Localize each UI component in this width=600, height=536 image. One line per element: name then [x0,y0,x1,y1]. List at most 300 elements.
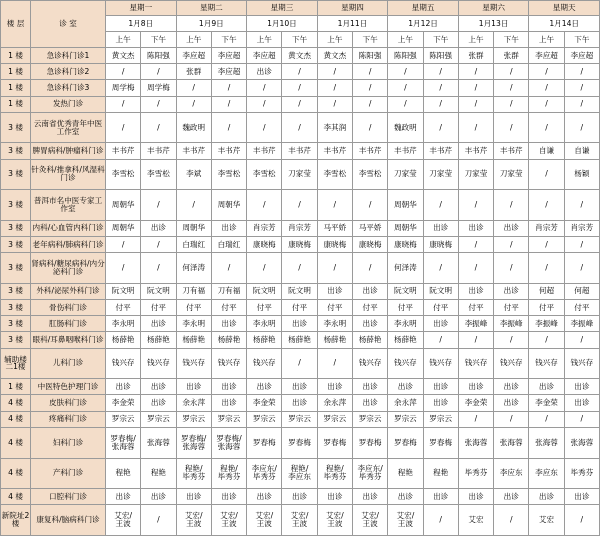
schedule-row [1,411,600,427]
doctor-cell: 刀家莹 [458,159,493,190]
doctor-cell: 康晓梅 [423,237,458,253]
doctor-cell: 毕秀芬 [458,458,493,489]
schedule-body [1,1,600,536]
doctor-cell: / [352,112,387,143]
doctor-cell: 程艳 [106,458,141,489]
doctor-cell: 钱兴存 [352,348,387,379]
doctor-cell: 出诊 [247,379,282,395]
doctor-cell: 程艳 [388,458,423,489]
date-fri: 1月12日 [388,16,459,32]
floor-cell: 1 楼 [1,379,31,395]
doctor-cell: 周朝华 [388,190,423,221]
doctor-cell: 李雪松 [317,159,352,190]
doctor-cell: 杨薛艳 [388,332,423,348]
clinic-name-cell: 骨伤科门诊 [31,300,106,316]
date-sat: 1月13日 [458,16,529,32]
doctor-cell: 李永明 [247,316,282,332]
doctor-cell: 张海蓉 [494,427,529,458]
schedule-row [1,348,600,379]
doctor-cell: 罗春梅 [317,427,352,458]
doctor-cell: 艾宏 [529,505,564,536]
doctor-cell: 黄文杰 [282,48,317,64]
pm-label: 下午 [352,32,387,48]
doctor-cell: 李永明 [176,316,211,332]
doctor-cell: 自谦 [529,143,564,159]
doctor-cell: / [458,237,493,253]
doctor-cell: 何超 [564,283,599,299]
doctor-cell: 出诊 [458,489,493,505]
floor-cell: 3 楼 [1,283,31,299]
floor-cell: 3 楼 [1,143,31,159]
doctor-cell: / [141,190,176,221]
doctor-cell: / [458,96,493,112]
doctor-cell: 出诊 [352,489,387,505]
doctor-cell: 付平 [247,300,282,316]
doctor-cell: 出诊 [141,489,176,505]
doctor-cell: 出诊 [282,316,317,332]
doctor-cell: 艾宏/ 王波 [282,505,317,536]
doctor-cell: / [529,332,564,348]
doctor-cell: 张群 [494,48,529,64]
doctor-cell: 罗春梅/ 张海蓉 [211,427,246,458]
doctor-cell: / [529,190,564,221]
doctor-cell: / [352,253,387,284]
doctor-cell: / [494,253,529,284]
doctor-cell: 出诊 [494,283,529,299]
schedule-row [1,80,600,96]
clinic-name-cell: 口腔科门诊 [31,489,106,505]
doctor-cell: 肖宗芳 [564,220,599,236]
doctor-cell: 出诊 [529,489,564,505]
doctor-cell: / [564,505,599,536]
doctor-cell: / [388,96,423,112]
doctor-cell: 李雪松 [141,159,176,190]
pm-label: 下午 [494,32,529,48]
doctor-cell: / [106,96,141,112]
doctor-cell: 出诊 [211,379,246,395]
doctor-cell: 罗宗云 [388,411,423,427]
floor-cell: 辅助楼二1楼 [1,348,31,379]
doctor-cell: / [494,332,529,348]
floor-cell: 4 楼 [1,395,31,411]
doctor-cell: 出诊 [458,283,493,299]
schedule-row [1,253,600,284]
doctor-cell: / [317,190,352,221]
floor-cell: 新院址2楼 [1,505,31,536]
doctor-cell: / [211,112,246,143]
doctor-cell: 丰书芹 [211,143,246,159]
clinic-name-cell: 急诊科门诊2 [31,64,106,80]
doctor-cell: / [423,253,458,284]
doctor-cell: / [106,253,141,284]
doctor-cell: 李应东/ 毕秀芬 [352,458,387,489]
doctor-cell: 李振峰 [529,316,564,332]
doctor-cell: 周朝华 [211,190,246,221]
doctor-cell: 陈阳强 [423,48,458,64]
doctor-cell: / [564,64,599,80]
clinic-name-cell: 妇科门诊 [31,427,106,458]
doctor-cell: / [423,64,458,80]
weekday-fri: 星期五 [388,1,459,16]
doctor-cell: 付平 [176,300,211,316]
doctor-cell: 周朝华 [388,220,423,236]
doctor-cell: 钱兴存 [247,348,282,379]
doctor-cell: 白瑞红 [211,237,246,253]
doctor-cell: 李金荣 [458,395,493,411]
doctor-cell: / [564,411,599,427]
doctor-cell: 付平 [388,300,423,316]
doctor-cell: 李斌 [176,159,211,190]
date-mon: 1月8日 [106,16,177,32]
doctor-cell: 出诊 [458,379,493,395]
am-label: 上午 [388,32,423,48]
doctor-cell: 钱兴存 [458,348,493,379]
floor-cell: 3 楼 [1,332,31,348]
doctor-cell: 罗宗云 [176,411,211,427]
doctor-cell: 余永萍 [388,395,423,411]
doctor-cell: 杨薛艳 [106,332,141,348]
doctor-cell: 余永萍 [176,395,211,411]
doctor-cell: 余永萍 [317,395,352,411]
doctor-cell: 张海蓉 [564,427,599,458]
doctor-cell: 付平 [106,300,141,316]
doctor-cell: 肖宗芳 [529,220,564,236]
doctor-cell: 付平 [423,300,458,316]
doctor-cell: 杨薛艳 [141,332,176,348]
doctor-cell: 钱兴存 [388,348,423,379]
doctor-cell: 罗宗云 [141,411,176,427]
clinic-name-cell: 急诊科门诊1 [31,48,106,64]
doctor-cell: 付平 [564,300,599,316]
schedule-row [1,48,600,64]
doctor-cell: 出诊 [247,489,282,505]
doctor-cell: 程艳/ 毕秀芬 [317,458,352,489]
doctor-cell: 杨薛艳 [211,332,246,348]
clinic-name-cell: 急诊科门诊3 [31,80,106,96]
doctor-cell: 李振峰 [494,316,529,332]
doctor-cell: 罗宗云 [282,411,317,427]
doctor-cell: 阮文明 [247,283,282,299]
doctor-cell: 付平 [529,300,564,316]
clinic-name-cell: 中医特色护理门诊 [31,379,106,395]
clinic-name-cell: 云南省优秀青年中医工作室 [31,112,106,143]
doctor-cell: / [282,96,317,112]
schedule-row [1,190,600,221]
clinic-name-cell: 针灸科/推拿科/风湿科门诊 [31,159,106,190]
doctor-cell: 出诊 [282,379,317,395]
doctor-cell: 康晓梅 [388,237,423,253]
doctor-cell: 李雪松 [352,159,387,190]
doctor-cell: 杨薛艳 [352,332,387,348]
doctor-cell: 杨薛艳 [247,332,282,348]
doctor-cell: / [423,332,458,348]
doctor-cell: 程艳/ 李应东 [282,458,317,489]
doctor-cell: 艾宏/ 王波 [317,505,352,536]
doctor-cell: 罗宗云 [352,411,387,427]
doctor-cell: / [423,112,458,143]
floor-cell: 4 楼 [1,427,31,458]
doctor-cell: 刀家莹 [494,159,529,190]
schedule-row [1,395,600,411]
doctor-cell: / [141,505,176,536]
pm-label: 下午 [141,32,176,48]
doctor-cell: 钱兴存 [211,348,246,379]
doctor-cell: 付平 [211,300,246,316]
doctor-cell: 出诊 [317,379,352,395]
doctor-cell: 毕秀芬 [564,458,599,489]
floor-cell: 3 楼 [1,159,31,190]
doctor-cell: 李应超 [529,48,564,64]
date-sun: 1月14日 [529,16,600,32]
schedule-row [1,143,600,159]
doctor-cell: 出诊 [564,395,599,411]
doctor-cell: / [529,80,564,96]
doctor-cell: 钱兴存 [423,348,458,379]
doctor-cell: 罗春梅 [423,427,458,458]
doctor-cell: / [423,80,458,96]
doctor-cell: 艾宏/ 王波 [176,505,211,536]
doctor-cell: / [352,64,387,80]
doctor-cell: 魏政明 [176,112,211,143]
doctor-cell: / [317,96,352,112]
weekday-sat: 星期六 [458,1,529,16]
doctor-cell: 钱兴存 [494,348,529,379]
doctor-cell: / [458,411,493,427]
doctor-cell: / [388,64,423,80]
doctor-cell: 罗春梅/ 张海蓉 [176,427,211,458]
doctor-cell: 张海蓉 [458,427,493,458]
doctor-cell: / [211,80,246,96]
doctor-cell: 丰书芹 [458,143,493,159]
doctor-cell: 程艳/ 毕秀芬 [211,458,246,489]
doctor-cell: / [352,80,387,96]
doctor-cell: 艾宏/ 王波 [211,505,246,536]
floor-cell: 1 楼 [1,96,31,112]
doctor-cell: 艾宏/ 王波 [352,505,387,536]
doctor-cell: / [106,64,141,80]
floor-cell: 3 楼 [1,253,31,284]
doctor-cell: 付平 [494,300,529,316]
doctor-cell: 杨颖 [564,159,599,190]
weekday-row [1,1,600,16]
doctor-cell: 周朝华 [106,220,141,236]
pm-label: 下午 [282,32,317,48]
doctor-cell: 出诊 [494,379,529,395]
doctor-cell: / [247,96,282,112]
doctor-cell: 丰书芹 [423,143,458,159]
doctor-cell: 付平 [282,300,317,316]
doctor-cell: 出诊 [352,283,387,299]
doctor-cell: 钱兴存 [529,348,564,379]
doctor-cell: / [564,96,599,112]
doctor-cell: 出诊 [352,316,387,332]
doctor-cell: 陈阳强 [141,48,176,64]
doctor-cell: 罗春梅 [282,427,317,458]
doctor-cell: 杨薛艳 [282,332,317,348]
floor-cell: 4 楼 [1,458,31,489]
doctor-cell: 李振峰 [564,316,599,332]
doctor-cell: 出诊 [423,220,458,236]
doctor-cell: 出诊 [106,379,141,395]
floor-cell: 3 楼 [1,237,31,253]
doctor-cell: 康晓梅 [317,237,352,253]
doctor-cell: 张群 [458,48,493,64]
doctor-cell: 程艳 [141,458,176,489]
doctor-cell: / [141,253,176,284]
doctor-cell: 李永明 [317,316,352,332]
doctor-cell: 程艳 [423,458,458,489]
doctor-cell: / [282,64,317,80]
doctor-cell: / [494,411,529,427]
doctor-cell: 付平 [141,300,176,316]
doctor-cell: 刀家莹 [388,159,423,190]
schedule-row [1,64,600,80]
doctor-cell: / [423,505,458,536]
doctor-cell: 艾宏 [458,505,493,536]
doctor-cell: 艾宏/ 王波 [388,505,423,536]
doctor-cell: 罗宗云 [247,411,282,427]
doctor-cell: 肖宗芳 [282,220,317,236]
doctor-cell: 李金荣 [529,395,564,411]
doctor-cell: 付平 [458,300,493,316]
doctor-cell: 丰书芹 [176,143,211,159]
doctor-cell: / [317,80,352,96]
doctor-cell: 出诊 [388,489,423,505]
doctor-cell: 李振峰 [458,316,493,332]
doctor-cell: 钱兴存 [176,348,211,379]
doctor-cell: 周学梅 [106,80,141,96]
clinic-name-cell: 疼痛科门诊 [31,411,106,427]
doctor-cell: / [141,64,176,80]
doctor-cell: 丰书芹 [317,143,352,159]
doctor-cell: / [494,112,529,143]
doctor-cell: 罗宗云 [423,411,458,427]
doctor-cell: 出诊 [317,489,352,505]
doctor-cell: 李应超 [176,48,211,64]
doctor-cell: 陈阳强 [352,48,387,64]
doctor-cell: 出诊 [494,220,529,236]
am-label: 上午 [458,32,493,48]
doctor-cell: 罗春梅 [352,427,387,458]
doctor-cell: / [494,80,529,96]
doctor-cell: / [458,253,493,284]
doctor-cell: / [494,505,529,536]
doctor-cell: / [564,112,599,143]
doctor-cell: 周朝华 [106,190,141,221]
doctor-cell: 刀家莹 [282,159,317,190]
doctor-cell: / [564,190,599,221]
weekday-mon: 星期一 [106,1,177,16]
doctor-cell: 罗宗云 [106,411,141,427]
doctor-cell: / [211,253,246,284]
doctor-cell: 出诊 [282,395,317,411]
am-label: 上午 [317,32,352,48]
schedule-row [1,316,600,332]
doctor-cell: 艾宏/ 王波 [247,505,282,536]
date-wed: 1月10日 [247,16,318,32]
doctor-cell: 肖宗芳 [247,220,282,236]
pm-label: 下午 [564,32,599,48]
doctor-cell: 出诊 [458,220,493,236]
doctor-cell: 出诊 [211,316,246,332]
doctor-cell: 出诊 [141,220,176,236]
doctor-cell: 马平娇 [317,220,352,236]
schedule-row [1,427,600,458]
doctor-cell: 出诊 [388,379,423,395]
doctor-cell: 李应超 [564,48,599,64]
schedule-row [1,112,600,143]
doctor-cell: 出诊 [176,489,211,505]
doctor-cell: / [282,348,317,379]
doctor-cell: 阮文明 [106,283,141,299]
doctor-cell: / [282,253,317,284]
doctor-cell: / [458,112,493,143]
floor-cell: 1 楼 [1,64,31,80]
doctor-cell: / [352,190,387,221]
doctor-cell: 康晓梅 [282,237,317,253]
doctor-cell: 出诊 [141,316,176,332]
doctor-cell: / [458,80,493,96]
schedule-row [1,283,600,299]
schedule-row [1,379,600,395]
doctor-cell: 黄文杰 [317,48,352,64]
doctor-cell: 李应超 [211,48,246,64]
weekday-sun: 星期天 [529,1,600,16]
doctor-cell: 出诊 [494,489,529,505]
doctor-cell: 康晓梅 [247,237,282,253]
doctor-cell: 阮文明 [282,283,317,299]
doctor-cell: 付平 [317,300,352,316]
doctor-cell: 出诊 [423,316,458,332]
doctor-cell: / [458,190,493,221]
doctor-cell: / [282,112,317,143]
floor-cell: 3 楼 [1,300,31,316]
doctor-cell: / [247,112,282,143]
doctor-cell: 李雪松 [211,159,246,190]
doctor-cell: 丰书芹 [106,143,141,159]
doctor-cell: 李永明 [106,316,141,332]
doctor-cell: / [494,237,529,253]
pm-label: 下午 [211,32,246,48]
doctor-cell: / [564,80,599,96]
doctor-cell: 艾宏/ 王波 [106,505,141,536]
doctor-cell: / [458,64,493,80]
schedule-row [1,159,600,190]
clinic-name-cell: 普洱市名中医专家工作室 [31,190,106,221]
clinic-name-cell: 肾病科/糖尿病科/内分泌科门诊 [31,253,106,284]
doctor-cell: 李其润 [317,112,352,143]
doctor-cell: 陈阳强 [388,48,423,64]
clinic-name-cell: 内科/心血管内科门诊 [31,220,106,236]
doctor-cell: 李雪松 [106,159,141,190]
doctor-cell: 出诊 [352,379,387,395]
doctor-cell: / [211,96,246,112]
doctor-cell: 出诊 [176,379,211,395]
doctor-cell: 白瑞红 [176,237,211,253]
doctor-cell: 出诊 [423,489,458,505]
clinic-name-cell: 产科门诊 [31,458,106,489]
doctor-cell: 罗春梅 [388,427,423,458]
doctor-cell: / [529,96,564,112]
doctor-cell: 杨薛艳 [317,332,352,348]
schedule-row [1,96,600,112]
doctor-cell: 阮文明 [141,283,176,299]
doctor-cell: 出诊 [564,379,599,395]
doctor-cell: 出诊 [317,283,352,299]
doctor-cell: / [494,96,529,112]
floor-cell: 4 楼 [1,411,31,427]
schedule-row [1,458,600,489]
